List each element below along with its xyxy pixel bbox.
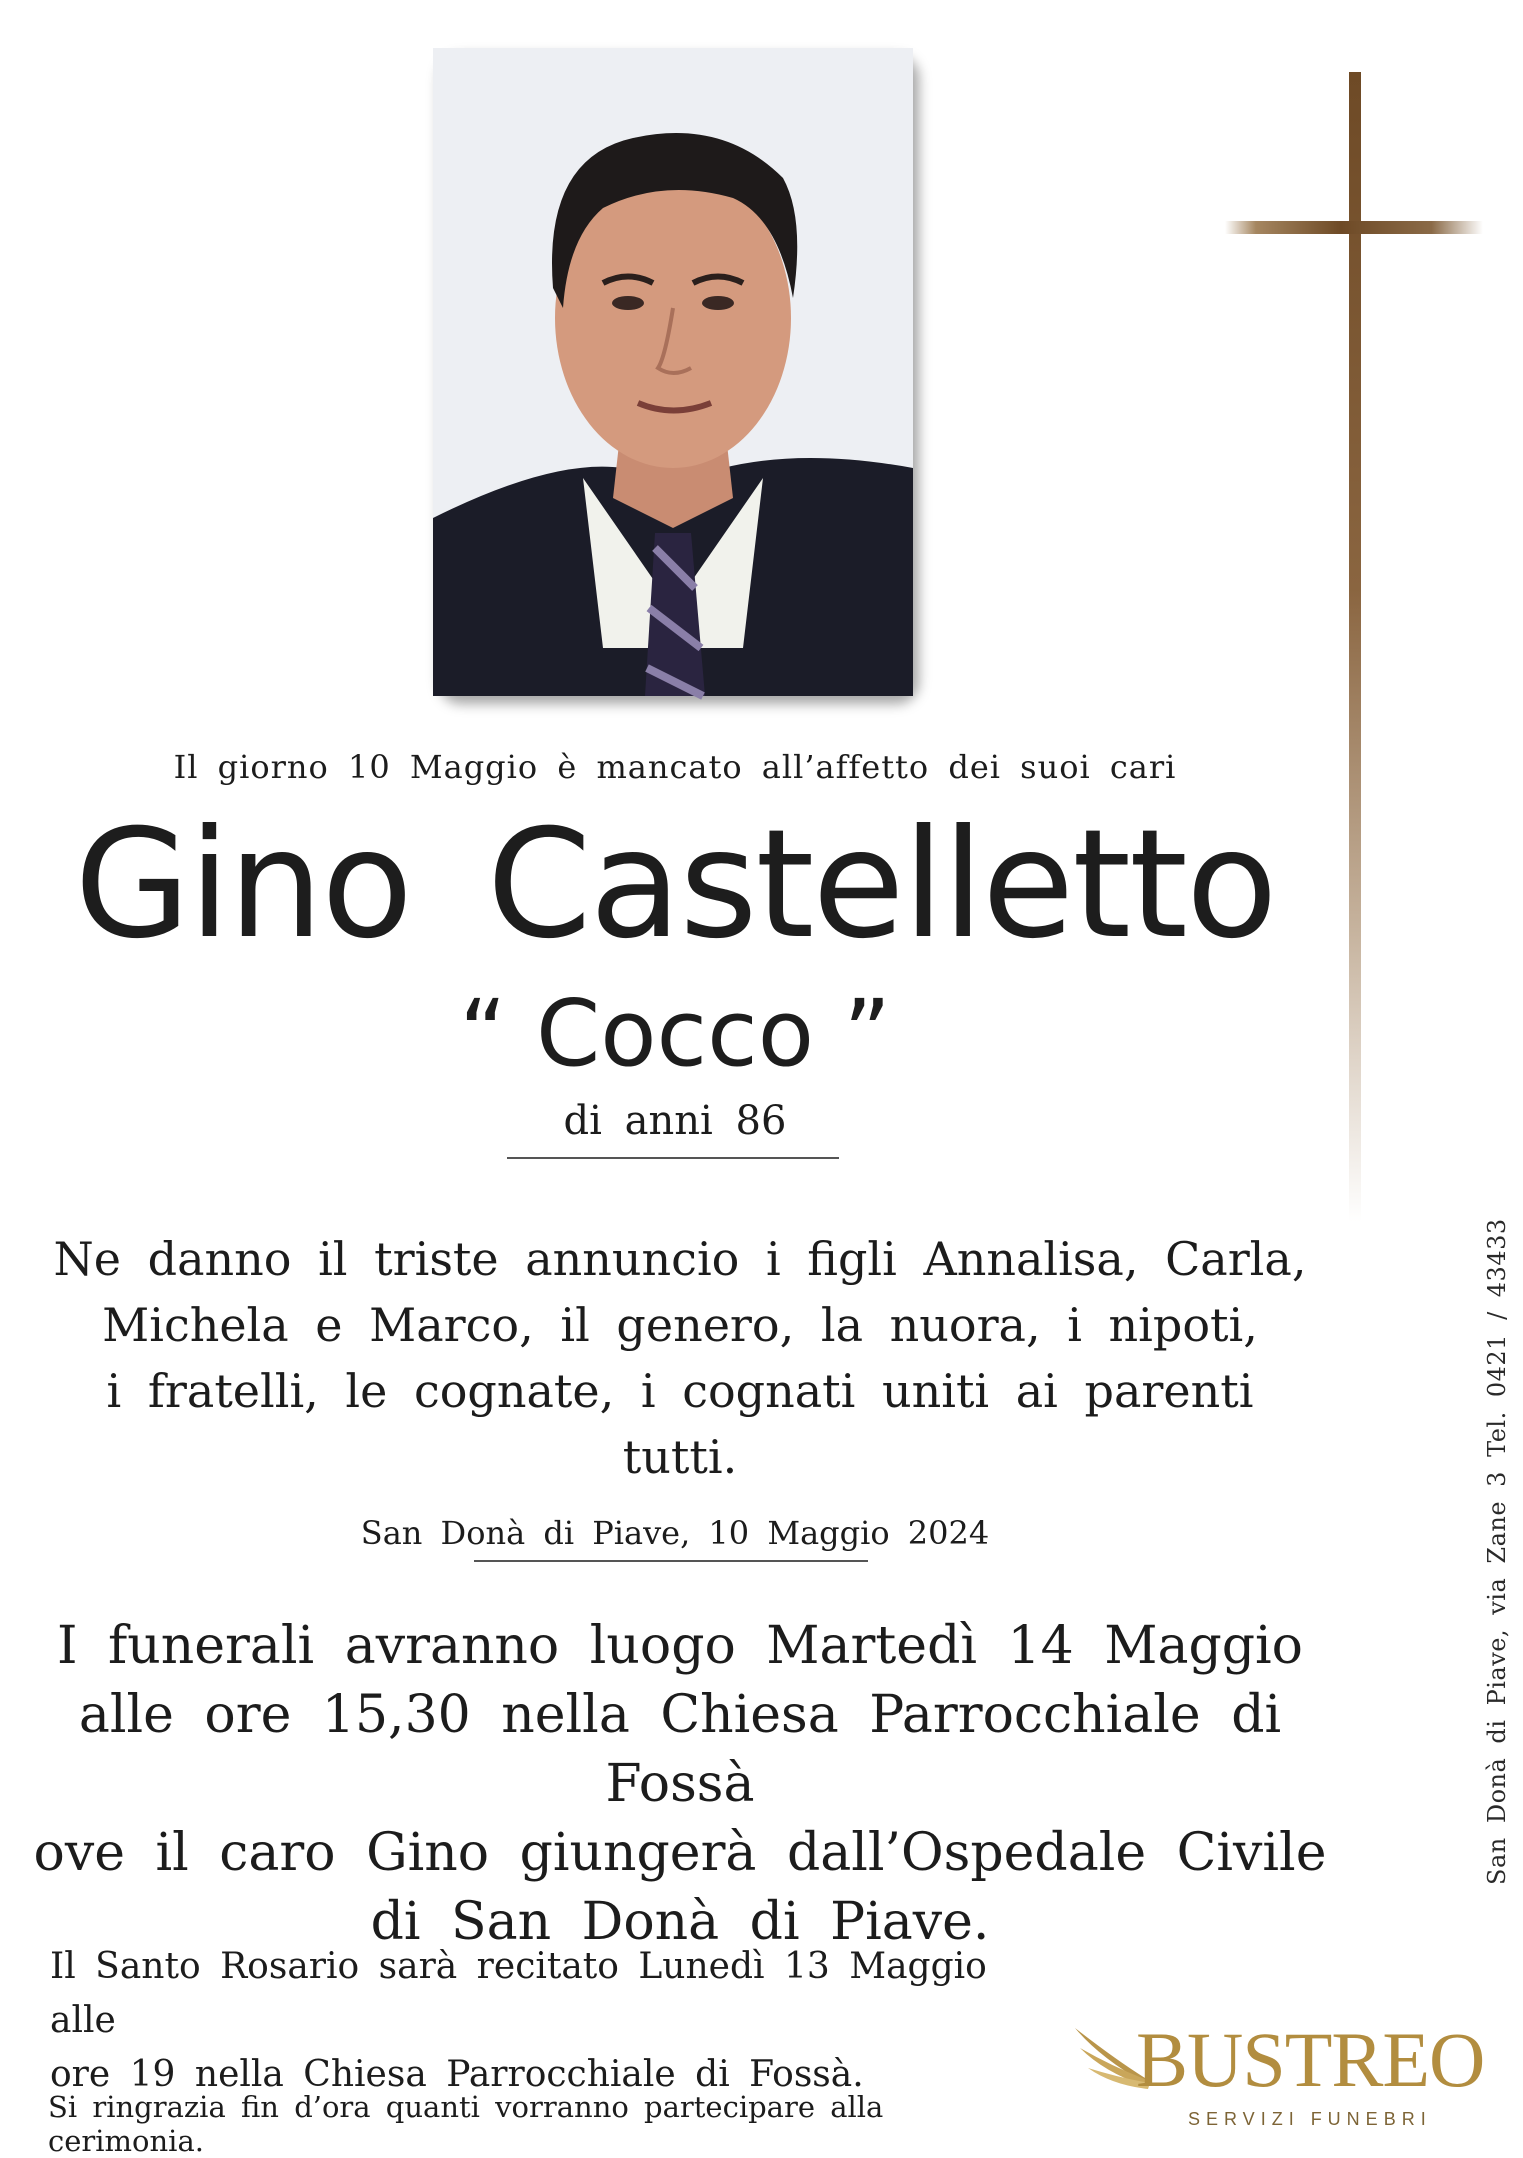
intro-text: Il giorno 10 Maggio è mancato all’affetto dei suoi cari: [173, 748, 1177, 786]
announcement-line: Michela e Marco, il genero, la nuora, i nipoti,: [102, 1298, 1258, 1352]
funeral-line: alle ore 15,30 nella Chiesa Parrocchiale di Fossà: [78, 1685, 1282, 1814]
funeral-line: I funerali avranno luogo Martedì 14 Maggio: [56, 1616, 1303, 1676]
funeral-line: di San Donà di Piave.: [370, 1892, 990, 1952]
agency-contact: San Donà di Piave, via Zane 3 Tel. 0421 / 43433: [1483, 1218, 1511, 1885]
announcement: [40, 1226, 1320, 1490]
deceased-name: Gino Castelletto: [74, 798, 1276, 972]
age: di anni 86: [563, 1098, 787, 1144]
rosary-line: Il Santo Rosario sarà recitato Lunedì 13 Maggio alle: [50, 1946, 987, 2041]
rosary-line: ore 19 nella Chiesa Parrocchiale di Fossà.: [50, 2054, 864, 2095]
divider: [507, 1157, 839, 1159]
logo-subtitle: SERVIZI FUNEBRI: [1188, 2109, 1432, 2129]
announcement-line: Ne danno il triste annuncio i figli Annalisa, Carla,: [53, 1232, 1307, 1286]
cross-icon: [1349, 72, 1361, 1222]
place-date: San Donà di Piave, 10 Maggio 2024: [360, 1514, 990, 1552]
nickname: “ Cocco ”: [459, 980, 891, 1087]
divider: [474, 1560, 868, 1562]
thanks-text: Si ringrazia fin d’ora quanti vorranno partecipare alla cerimonia.: [48, 2090, 884, 2158]
rosary-info: [50, 1940, 1070, 2102]
cross-arm: [1225, 221, 1483, 234]
agency-logo: [1070, 2015, 1500, 2135]
funeral-info: [30, 1612, 1330, 1957]
announcement-line: i fratelli, le cognate, i cognati uniti ai parenti tutti.: [106, 1364, 1254, 1484]
funeral-line: ove il caro Gino giungerà dall’Ospedale Civile: [33, 1823, 1327, 1883]
logo-name: BUSTREO: [1136, 2016, 1485, 2103]
portrait-photo: [433, 48, 913, 696]
